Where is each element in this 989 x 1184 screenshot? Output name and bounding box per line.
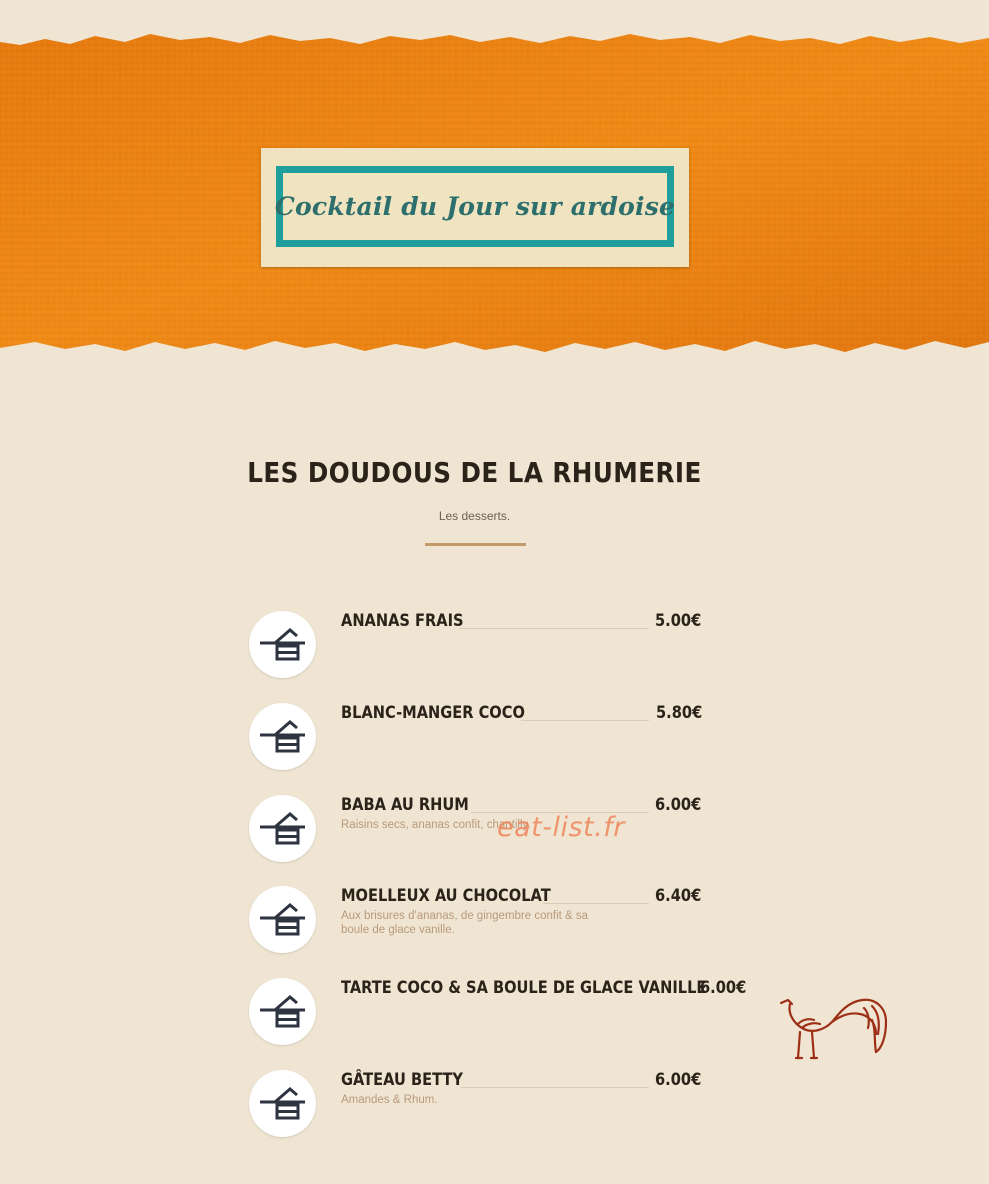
cocktail-title: Cocktail du Jour sur ardoise [274,192,676,221]
item-description: Amandes & Rhum. [341,1094,438,1106]
section-title: LES DOUDOUS DE LA RHUMERIE [247,456,702,489]
item-name: BABA AU RHUM [341,795,469,815]
house-icon [249,1070,316,1137]
item-name: GÂTEAU BETTY [341,1070,463,1090]
item-price: 6.00€ [655,1070,702,1090]
house-icon [249,611,316,678]
house-icon [249,703,316,770]
ticket-frame [276,166,674,247]
item-name: TARTE COCO & SA BOULE DE GLACE VANILLE [341,978,707,998]
dotted-leader [521,720,649,721]
item-description: Aux brisures d'ananas, de gingembre confit & sa boule de glace vanille. [341,910,589,936]
item-price: 5.80€ [656,703,703,723]
menu-item[interactable] [249,1070,769,1140]
item-price: 6.00€ [655,795,702,815]
dotted-leader [461,1087,649,1088]
menu-item[interactable] [249,703,769,773]
house-icon [249,978,316,1045]
item-price: 5.00€ [655,611,702,631]
menu-item[interactable] [249,978,769,1048]
dotted-leader [543,903,649,904]
item-description: Raisins secs, ananas confit, chantilly. [341,819,531,831]
item-name: BLANC-MANGER COCO [341,703,525,723]
menu-item[interactable] [249,886,769,956]
item-name: ANANAS FRAIS [341,611,464,631]
item-name: MOELLEUX AU CHOCOLAT [341,886,551,906]
menu-item[interactable] [249,611,769,681]
item-price: 6.40€ [655,886,702,906]
section-divider [425,543,526,546]
watermark: eat-list.fr [497,812,625,843]
house-icon [249,795,316,862]
house-icon [249,886,316,953]
rooster-icon [778,994,890,1064]
section-subtitle: Les desserts. [438,509,511,523]
cocktail-ticket[interactable] [261,148,689,267]
item-price: 6.00€ [700,978,747,998]
dotted-leader [459,628,649,629]
